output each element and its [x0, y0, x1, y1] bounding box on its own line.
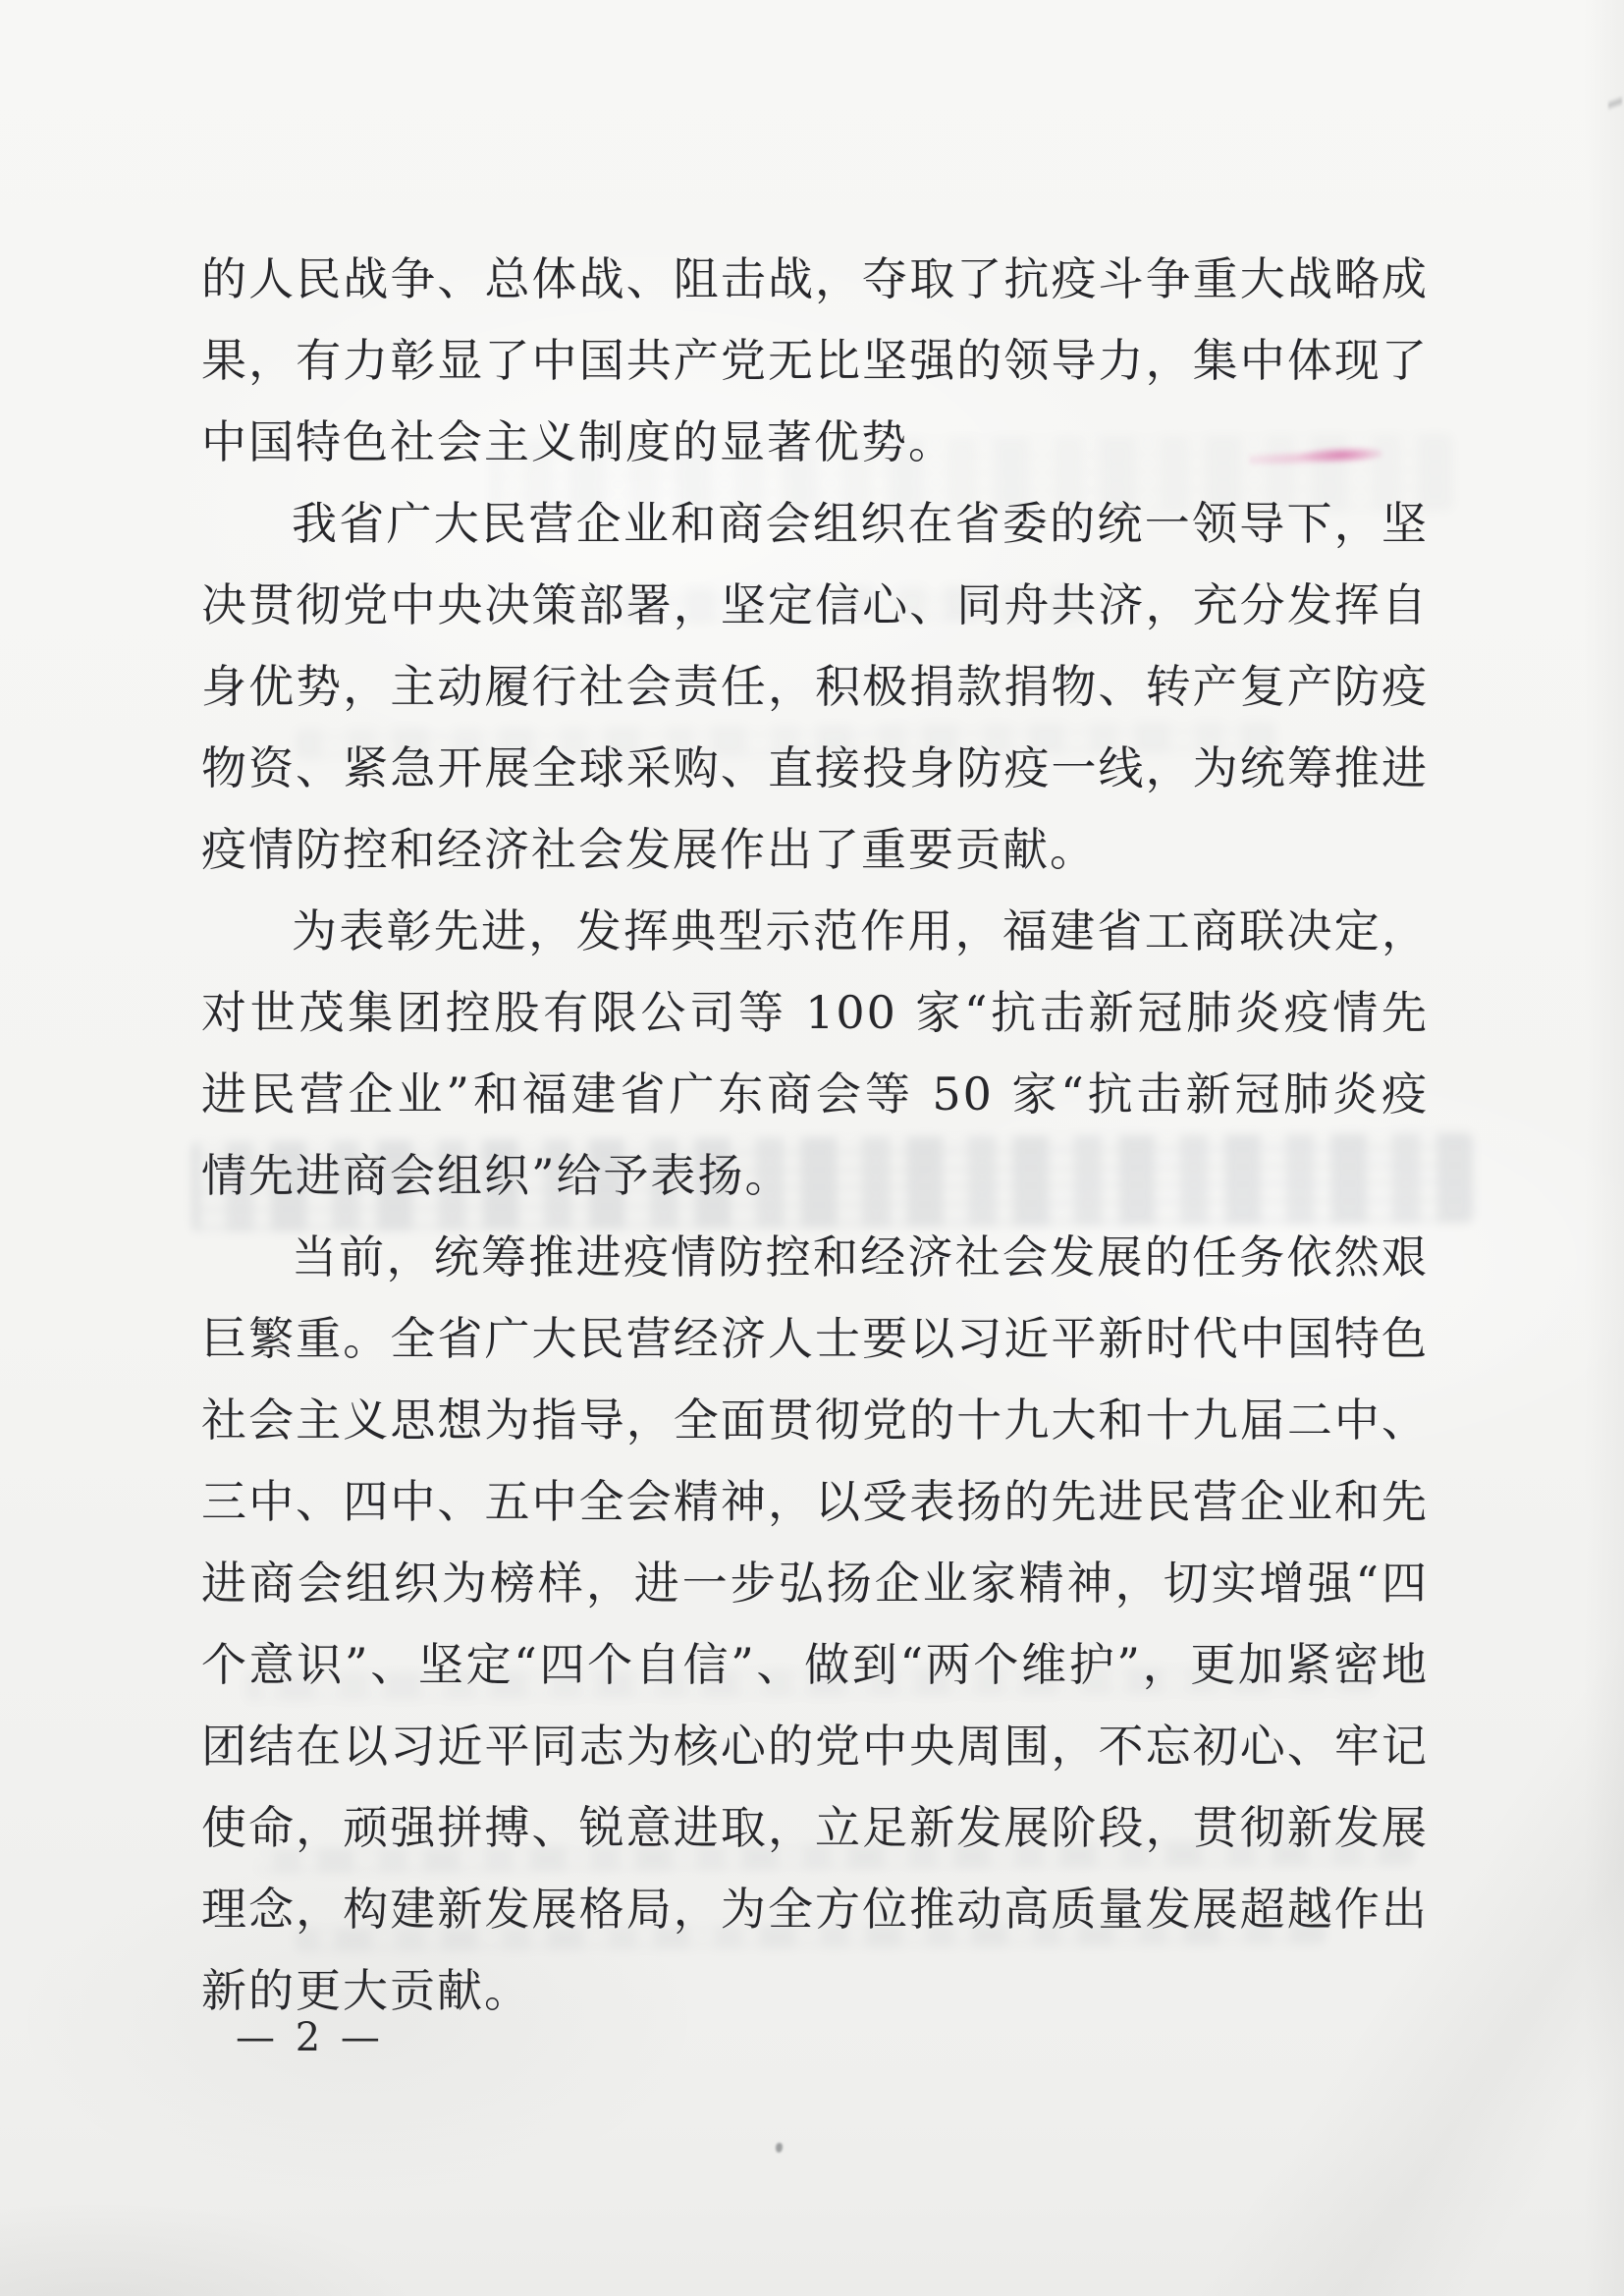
- paragraph-4: 当前，统筹推进疫情防控和经济社会发展的任务依然艰巨繁重。全省广大民营经济人士要以习近平新时代中国特色社会主义思想为指导，全面贯彻党的十九大和十九届二中、三中、四中、五中全会精神，以受表扬的先进民营企业和先进商会组织为榜样，进一步弘扬企业家精神，切实增强“四个意识”、坚定“四个自信”、做到“两个维护”，更加紧密地团结在以习近平同志为核心的党中央周围，不忘初心、牢记使命，顽强拼搏、锐意进取，立足新发展阶段，贯彻新发展理念，构建新发展格局，为全方位推动高质量发展超越作出新的更大贡献。: [201, 1230, 1429, 2017]
- scan-speck: [776, 2143, 783, 2153]
- paragraph-1: 的人民战争、总体战、阻击战，夺取了抗疫斗争重大战略成果，有力彰显了中国共产党无比坚强的领导力，集中体现了中国特色社会主义制度的显著优势。: [201, 252, 1429, 468]
- paper-edge-crease: [1608, 86, 1622, 120]
- paragraph-2: 我省广大民营企业和商会组织在省委的统一领导下，坚决贯彻党中央决策部署，坚定信心、同舟共济，充分发挥自身优势，主动履行社会责任，积极捐款捐物、转产复产防疫物资、紧急开展全球采购、直接投身防疫一线，为统筹推进疫情防控和经济社会发展作出了重要贡献。: [201, 497, 1429, 876]
- page-number: — 2 —: [236, 2015, 384, 2060]
- document-body: [201, 239, 1429, 2032]
- paragraph-3: 为表彰先进，发挥典型示范作用，福建省工商联决定，对世茂集团控股有限公司等 100 家“抗击新冠肺炎疫情先进民营企业”和福建省广东商会等 50 家“抗击新冠肺炎疫情先进商会组织”给予表扬。: [201, 904, 1429, 1202]
